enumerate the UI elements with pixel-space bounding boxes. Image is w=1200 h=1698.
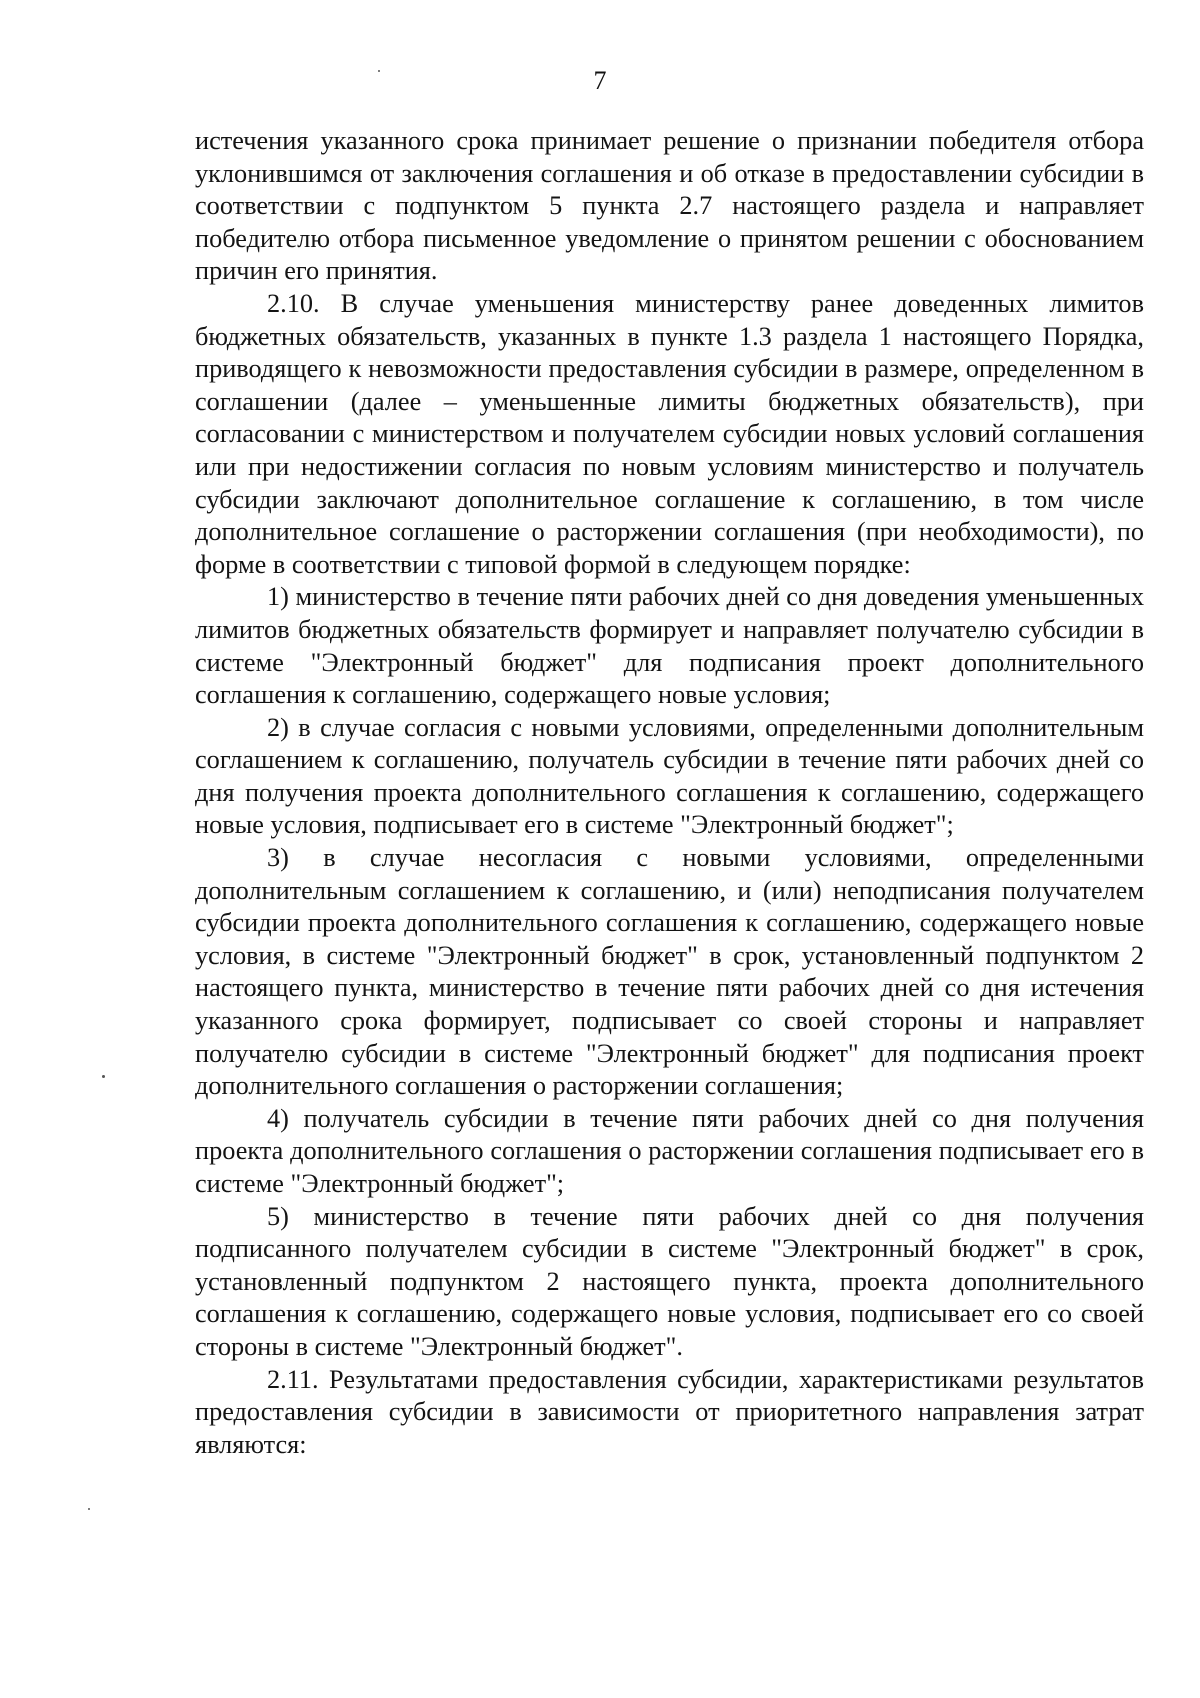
paragraph-item-5: 5) министерство в течение пяти рабочих дней со дня получения подписанного получателем субсидии в системе "Электронный бюджет" в срок, установленный подпунктом 2 настоящего пункта, проекта дополнительного соглашения к соглашению, содержащего новые условия, подписывает его со своей стороны в системе "Электронный бюджет". [195,1201,1144,1361]
scan-speck [88,1508,90,1510]
paragraph-2-10: 2.10. В случае уменьшения министерству ранее доведенных лимитов бюджетных обязательств, указанных в пункте 1.3 раздела 1 настоящего Порядка, приводящего к невозможности предоставления субсидии в размере, определенном в соглашении (далее – уменьшенные лимиты бюджетных обязательств), при согласовании с министерством и получателем субсидии новых условий соглашения или при недостижении согласия по новым условиям министерство и получатель субсидии заключают дополнительное соглашение к соглашению, в том числе дополнительное соглашение о расторжении соглашения (при необходимости), по форме в соответствии с типовой формой в следующем порядке: [195,288,1144,579]
paragraph-2-11: 2.11. Результатами предоставления субсидии, характеристиками результатов предоставления субсидии в зависимости от приоритетного направления затрат являются: [195,1364,1144,1459]
page-number: 7 [593,66,607,95]
paragraph-item-1: 1) министерство в течение пяти рабочих дней со дня доведения уменьшенных лимитов бюджетных обязательств формирует и направляет получателю субсидии в системе "Электронный бюджет" для подписания проект дополнительного соглашения к соглашению, содержащего новые условия; [195,582,1144,710]
scan-speck [102,1075,105,1078]
paragraph-item-4: 4) получатель субсидии в течение пяти рабочих дней со дня получения проекта дополнительного соглашения о расторжении соглашения подписывает его в системе "Электронный бюджет"; [195,1103,1144,1198]
scan-speck [378,70,380,72]
paragraph-item-2: 2) в случае согласия с новыми условиями, определенными дополнительным соглашением к соглашению, получатель субсидии в течение пяти рабочих дней со дня получения проекта дополнительного соглашения к соглашению, содержащего новые условия, подписывает его в системе "Электронный бюджет"; [195,712,1144,840]
paragraph-item-3: 3) в случае несогласия с новыми условиями, определенными дополнительным соглашением к соглашению, и (или) неподписания получателем субсидии проекта дополнительного соглашения к соглашению, содержащего новые условия, в системе "Электронный бюджет" в срок, установленный подпунктом 2 настоящего пункта, министерство в течение пяти рабочих дней со дня истечения указанного срока формирует, подписывает со своей стороны и направляет получателю субсидии в системе "Электронный бюджет" для подписания проект дополнительного соглашения о расторжении соглашения; [195,843,1144,1101]
paragraph-continuation: истечения указанного срока принимает решение о признании победителя отбора уклонившимся от заключения соглашения и об отказе в предоставлении субсидии в соответствии с подпунктом 5 пункта 2.7 настоящего раздела и направляет победителю отбора письменное уведомление о принятом решении с обоснованием причин его принятия. [195,126,1144,286]
document-body [195,125,1144,1461]
